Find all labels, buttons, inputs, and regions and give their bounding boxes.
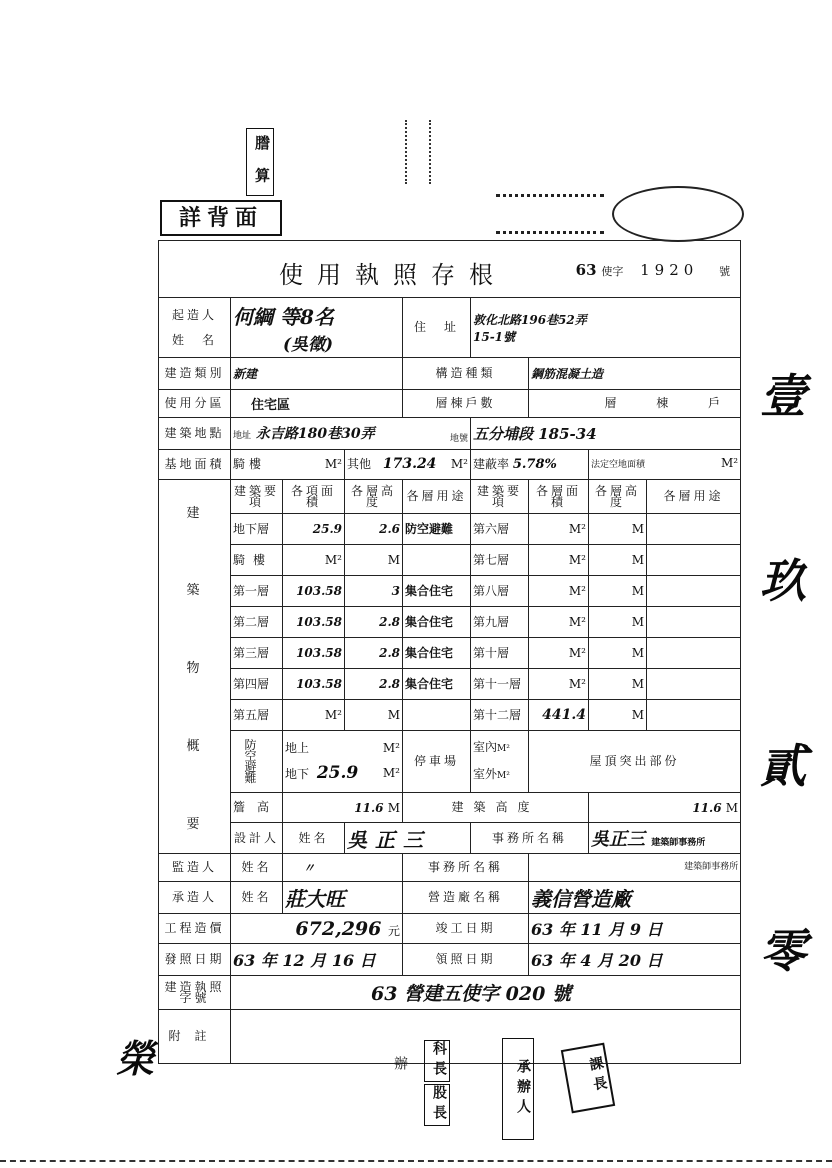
other-area-cell [345,450,471,480]
right-floor-area-unit: M² [529,545,589,576]
roof-label: 屋頂突出部份 [529,731,741,793]
left-margin-handwriting: 榮 [116,1036,155,1081]
designer-office-label: 事務所名稱 [471,823,589,854]
left-floor-use [403,700,471,731]
permit-number-prefix: 63 [575,261,597,279]
form-title-cell [159,241,741,298]
other-label: 其他 [347,457,372,471]
site-value-cell [231,418,471,450]
col-header-height: 各層高度 [345,480,403,514]
permit-ref-value: 63 營建五使字 020 號 [231,976,741,1010]
col-header-area: 各項面積 [283,480,345,514]
arcade-area-cell [231,450,345,480]
right-margin-char: 玖 [760,553,806,608]
left-floor-use [403,545,471,576]
left-floor-use: 集合住宅 [403,669,471,700]
storey-height-value: 11.6 [354,800,384,815]
right-floor-area-unit: M² [529,576,589,607]
coverage-cell [471,450,589,480]
left-floor-height: 2.8 [345,638,403,669]
cost-value: 672,296 [295,917,382,940]
building-overview-side-label [159,480,231,854]
right-floor-label: 第七層 [471,545,529,576]
right-floor-height-unit: M [589,514,647,545]
other-value: 173.24 [382,456,437,472]
arcade-label: 騎樓 [233,457,266,471]
seal-mark-top-right [496,194,604,234]
margin-stamp-left: 謄 算 [246,128,274,196]
contractor-label: 承造人 [159,882,231,914]
right-margin-char: 壹 [760,368,806,423]
floors-value: 層 棟 戶 [529,390,741,418]
applicant-label-cell [159,298,231,358]
right-floor-area-unit: M² [529,669,589,700]
site-label: 建築地點 [159,418,231,450]
right-floor-label: 第八層 [471,576,529,607]
left-floor-height-unit: M [345,700,403,731]
applicant-name-label: 姓 名 [171,332,217,347]
parking-values-cell [471,731,529,793]
right-floor-height-unit: M [589,700,647,731]
completion-value: 63 年 11 月 9 日 [529,914,741,944]
right-floor-use [647,607,741,638]
right-floor-use [647,545,741,576]
right-floor-height-unit: M [589,638,647,669]
issue-value: 63 年 12 月 16 日 [231,944,403,976]
supervisor-office-label: 事務所名稱 [403,854,529,882]
permit-number-suffix: 號 [719,265,731,278]
section-chief-stamp: 股長 [424,1084,450,1126]
building-type-label: 建造類別 [159,358,231,390]
left-floor-height: 2.8 [345,669,403,700]
right-floor-use [647,700,741,731]
receive-label: 領照日期 [403,944,529,976]
col-header-height-2: 各層高度 [589,480,647,514]
right-floor-area: 441.4 [529,700,589,731]
usage-permit-stub-form [158,240,741,1064]
side-char: 築 [186,583,203,599]
permit-number-value: 1920 [640,261,699,279]
floor-row [159,607,741,638]
designer-name: 吳正三 [345,823,471,854]
site-value: 永吉路180巷30弄 [255,426,375,442]
left-floor-area: 103.58 [283,576,345,607]
right-floor-area-unit: M² [529,607,589,638]
shelter-below-unit: M² [382,766,400,780]
side-char: 建 [186,505,203,521]
receive-value: 63 年 4 月 20 日 [529,944,741,976]
left-floor-use: 防空避難 [403,514,471,545]
legal-open-cell [589,450,741,480]
chief-stamp: 科長 [424,1040,450,1082]
left-floor-use: 集合住宅 [403,607,471,638]
right-floor-use [647,514,741,545]
left-floor-label: 第四層 [231,669,283,700]
handler-stamp: 承辦人 [502,1038,534,1140]
margin-mark-mid [405,120,431,184]
supervisor-name-label: 姓名 [231,854,283,882]
site-lot-value: 五分埔段 185-34 [471,418,741,450]
left-floor-area: 25.9 [283,514,345,545]
right-floor-height-unit: M [589,545,647,576]
right-floor-use [647,638,741,669]
address-label: 住 址 [403,298,471,358]
base-area-label: 基地面積 [159,450,231,480]
right-floor-label: 第十一層 [471,669,529,700]
supervisor-name: 〃 [283,854,403,882]
supervisor-label: 監造人 [159,854,231,882]
building-height-cell [589,793,741,823]
left-floor-label: 第一層 [231,576,283,607]
coverage-value: 5.78% [512,457,557,472]
permit-ref-label: 建造執照字號 [159,976,231,1010]
side-char: 概 [186,738,203,754]
right-floor-use [647,576,741,607]
completion-label: 竣工日期 [403,914,529,944]
address-value: 敦化北路196巷52弄 [473,312,587,327]
shelter-values-cell [283,731,403,793]
contractor-name: 莊大旺 [283,882,403,914]
left-floor-label: 第三層 [231,638,283,669]
shelter-below-label: 地下 [285,767,310,781]
left-floor-use: 集合住宅 [403,638,471,669]
shelter-below-line [285,763,400,783]
designer-office-cell [589,823,741,854]
right-floor-label: 第十二層 [471,700,529,731]
applicant-value-2: (吳徵) [283,334,334,355]
notes-label: 附註 [159,1010,231,1064]
floor-row [159,669,741,700]
other-unit: M² [450,457,468,471]
coverage-label: 建蔽率 [473,457,510,471]
storey-height-unit: M [387,800,400,815]
building-height-value: 11.6 [692,800,722,815]
left-floor-label: 第五層 [231,700,283,731]
col-header-item-2: 建築要項 [471,480,529,514]
site-lot-label: 地號 [449,434,468,444]
designer-name-label: 姓名 [283,823,345,854]
site-sub-label: 地址 [233,431,252,441]
left-floor-area-unit: M² [283,545,345,576]
right-floor-height-unit: M [589,576,647,607]
shelter-above-label: 地上 [285,741,310,755]
division-chief-stamp: 課長 [561,1043,615,1114]
designer-label: 設計人 [231,823,283,854]
shelter-below-value: 25.9 [316,763,359,783]
left-floor-height: 2.8 [345,607,403,638]
use-zone-value: 住宅區 [231,390,403,418]
handled-mark: 辦 [392,1056,408,1076]
firm-label: 營造廠名稱 [403,882,529,914]
storey-height-label: 簷高 [231,793,283,823]
right-floor-area-unit: M² [529,638,589,669]
left-floor-label: 騎樓 [231,545,283,576]
address-value-cell [471,298,741,358]
left-floor-height: 2.6 [345,514,403,545]
parking-label: 停車場 [403,731,471,793]
col-header-use-2: 各層用途 [647,480,741,514]
applicant-value-cell [231,298,403,358]
detail-back-stamp: 詳背面 [160,200,282,236]
structure-value: 鋼筋混凝土造 [529,358,741,390]
parking-indoor: 室內M² [473,739,510,754]
shelter-above-line [285,743,400,754]
legal-open-label: 法定空地面積 [591,460,646,470]
right-floor-height-unit: M [589,607,647,638]
applicant-value: 何綱 等8名 [233,304,334,329]
designer-office: 吳正三 [591,829,645,850]
col-header-use: 各層用途 [403,480,471,514]
left-floor-area: 103.58 [283,638,345,669]
col-header-item: 建築要項 [231,480,283,514]
right-floor-area-unit: M² [529,514,589,545]
floor-row [159,638,741,669]
storey-height-cell [283,793,403,823]
right-margin-char: 貳 [760,738,806,793]
left-floor-label: 地下層 [231,514,283,545]
right-floor-label: 第十層 [471,638,529,669]
left-floor-area: 103.58 [283,607,345,638]
left-floor-height: 3 [345,576,403,607]
permit-number-mid: 使字 [601,265,624,278]
form-title: 使用執照存根 [279,261,507,289]
oval-seal [612,186,744,242]
side-char: 物 [186,661,203,676]
shelter-above-unit: M² [382,741,400,755]
col-header-area-2: 各層面積 [529,480,589,514]
left-floor-height-unit: M [345,545,403,576]
building-height-unit: M [725,800,739,815]
left-floor-use: 集合住宅 [403,576,471,607]
side-char: 要 [186,816,203,832]
left-floor-area: 103.58 [283,669,345,700]
floors-label: 層棟戶數 [403,390,529,418]
shelter-label: 防空避難 [231,731,283,793]
floor-row [159,576,741,607]
right-floor-label: 第九層 [471,607,529,638]
structure-label: 構造種類 [403,358,529,390]
right-floor-use [647,669,741,700]
use-zone-label: 使用分區 [159,390,231,418]
right-floor-label: 第六層 [471,514,529,545]
contractor-name-label: 姓名 [231,882,283,914]
legal-open-unit: M² [720,456,739,470]
right-margin-handwriting [748,300,818,1040]
left-floor-area-unit: M² [283,700,345,731]
cost-unit: 元 [387,923,400,938]
bottom-signature-stamps [390,1036,640,1146]
cost-cell [231,914,403,944]
firm-value: 義信營造廠 [529,882,741,914]
right-margin-char: 零 [760,923,806,978]
supervisor-office-suffix: 建築師事務所 [529,854,741,882]
permit-number [576,261,730,279]
applicant-label: 起造人 [171,307,217,322]
building-type-value: 新建 [231,358,403,390]
designer-office-suffix: 建築師事務所 [651,838,706,848]
building-height-label: 建築高度 [403,793,589,823]
floor-row [159,545,741,576]
floor-row [159,514,741,545]
arcade-unit: M² [324,457,342,471]
right-floor-height-unit: M [589,669,647,700]
address-value-2: 15-1號 [473,329,516,344]
bottom-dashed-border [0,1160,832,1162]
cost-label: 工程造價 [159,914,231,944]
left-floor-label: 第二層 [231,607,283,638]
issue-label: 發照日期 [159,944,231,976]
floor-row [159,700,741,731]
parking-outdoor: 室外M² [473,766,510,781]
